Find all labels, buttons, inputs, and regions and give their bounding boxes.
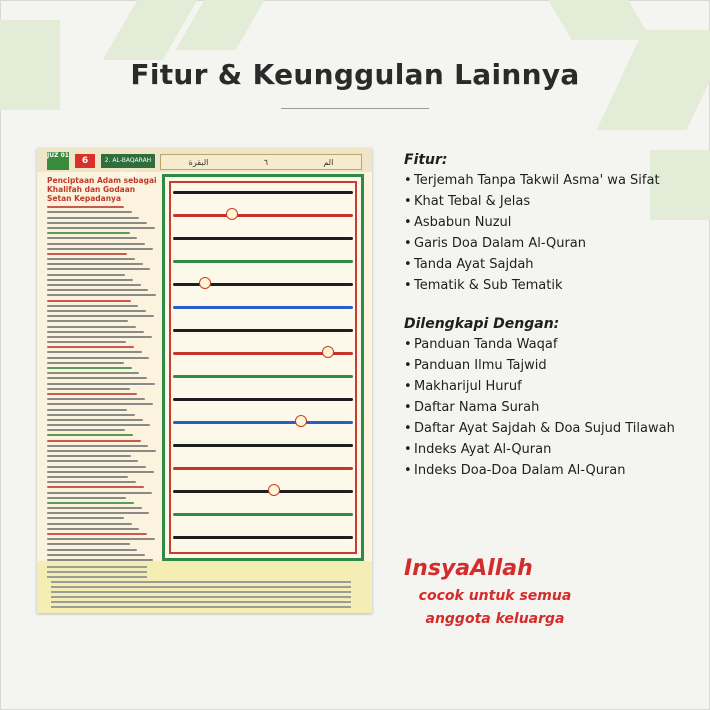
list-item: • Panduan Ilmu Tajwid [404,358,547,373]
translation-line [47,341,126,343]
arabic-verse-line [173,490,353,493]
translation-line [47,543,130,545]
arabic-verse-line [173,214,353,217]
translation-line [47,227,155,229]
translation-line [47,253,127,255]
arabic-verse-line [173,260,353,263]
list-item: • Panduan Tanda Waqaf [404,337,558,352]
arabic-verse-line [173,467,353,470]
page-title: Fitur & Keunggulan Lainnya [130,58,580,91]
footnote-line [51,596,351,598]
juz-badge: JUZ 01 [47,152,69,170]
translation-line [47,367,132,369]
arabic-header-surah: البقرة [188,157,209,167]
translation-line [47,206,124,208]
page-number: 6 [75,154,95,168]
translation-line [47,466,146,468]
translation-line [47,517,124,519]
translation-line [47,533,147,535]
translation-line [47,554,145,556]
translation-line [47,393,137,395]
fitur-list [404,170,660,296]
translation-line [47,336,152,338]
dilengkapi-list [404,334,675,481]
translation-line [47,300,131,302]
translation-line [47,372,139,374]
translation-line [47,512,149,514]
translation-line [47,383,155,385]
footnote-line [47,571,147,573]
translation-line [47,346,134,348]
quran-page-preview [37,148,372,613]
translation-line [47,284,141,286]
footnote-line [51,581,351,583]
translation-line [47,414,135,416]
translation-line [47,258,135,260]
translation-line [47,217,139,219]
list-item: • Indeks Ayat Al-Quran [404,442,552,457]
translation-line [47,409,127,411]
ayah-marker [268,484,280,496]
translation-line [47,455,131,457]
arabic-verse-line [173,444,353,447]
translation-line [47,211,132,213]
dilengkapi-heading: Dilengkapi Dengan: [404,316,560,332]
list-item: • Garis Doa Dalam Al-Quran [404,236,587,251]
ayah-marker [295,415,307,427]
list-item: • Daftar Nama Surah [404,400,540,415]
translation-line [47,237,137,239]
translation-line [47,481,136,483]
translation-line [47,424,150,426]
translation-line [47,440,141,442]
ayah-marker [322,346,334,358]
footnote-line [51,586,351,588]
translation-line [47,429,125,431]
list-item: • Tanda Ayat Sajdah [404,257,534,272]
fitur-heading: Fitur: [404,152,448,168]
section-title: Penciptaan Adam sebagai Khalifah dan Godaan Setan Kepadanya [47,176,157,203]
translation-line [47,528,139,530]
translation-line [47,434,133,436]
translation-line [47,502,134,504]
translation-line [47,248,153,250]
translation-line [47,326,136,328]
translation-line [47,523,132,525]
translation-line [47,274,125,276]
translation-line [47,419,143,421]
arabic-verse-line [173,329,353,332]
footnote-line [51,606,351,608]
translation-line [47,476,128,478]
arabic-header-page: ٦ [263,157,269,167]
list-item: • Terjemah Tanpa Takwil Asma' wa Sifat [404,173,660,188]
title-underline [281,108,429,109]
translation-line [47,403,153,405]
insyaallah-text: InsyaAllah [404,556,533,581]
arabic-verse-line [173,513,353,516]
translation-line [47,486,144,488]
translation-line [47,471,154,473]
footnote-line [51,601,351,603]
translation-text [47,206,157,576]
arabic-verse-line [173,191,353,194]
translation-line [47,310,146,312]
translation-line [47,279,133,281]
translation-line [47,351,142,353]
translation-line [47,460,138,462]
arabic-verse-line [173,306,353,309]
footnote-line [51,591,351,593]
arabic-header [160,154,362,170]
translation-line [47,320,128,322]
ayah-marker [199,277,211,289]
list-item: • Asbabun Nuzul [404,215,512,230]
translation-line [47,357,149,359]
translation-line [47,222,147,224]
arabic-verse-line [173,398,353,401]
translation-line [47,549,137,551]
translation-line [47,243,145,245]
arabic-verse-line [173,421,353,424]
translation-line [47,294,156,296]
arabic-text-panel [162,174,364,561]
list-item: • Tematik & Sub Tematik [404,278,563,293]
footnote-line [47,566,147,568]
arabic-verse-line [173,237,353,240]
translation-line [47,388,130,390]
translation-line [47,492,152,494]
closing-line-2: anggota keluarga [425,611,565,627]
translation-line [47,450,156,452]
translation-line [47,538,155,540]
translation-line [47,445,148,447]
translation-line [47,507,142,509]
translation-line [47,331,144,333]
translation-column [47,176,157,599]
translation-line [47,268,150,270]
page-header [37,148,372,178]
translation-line [47,497,126,499]
translation-line [47,263,143,265]
footnote-line [47,576,147,578]
translation-line [47,289,148,291]
translation-line [47,362,124,364]
translation-line [47,315,154,317]
translation-line [47,398,145,400]
translation-line [47,377,147,379]
closing-line-1: cocok untuk semua [418,588,572,604]
arabic-verse-line [173,536,353,539]
translation-line [47,305,138,307]
surah-label: 2. AL-BAQARAH (Sapi) [101,154,155,168]
translation-line [47,232,130,234]
list-item: • Khat Tebal & Jelas [404,194,531,209]
ayah-marker [226,208,238,220]
list-item: • Makharijul Huruf [404,379,522,394]
list-item: • Daftar Ayat Sajdah & Doa Sujud Tilawah [404,421,675,436]
list-item: • Indeks Doa-Doa Dalam Al-Quran [404,463,626,478]
arabic-verse-line [173,375,353,378]
arabic-header-juz: الم [323,157,334,167]
